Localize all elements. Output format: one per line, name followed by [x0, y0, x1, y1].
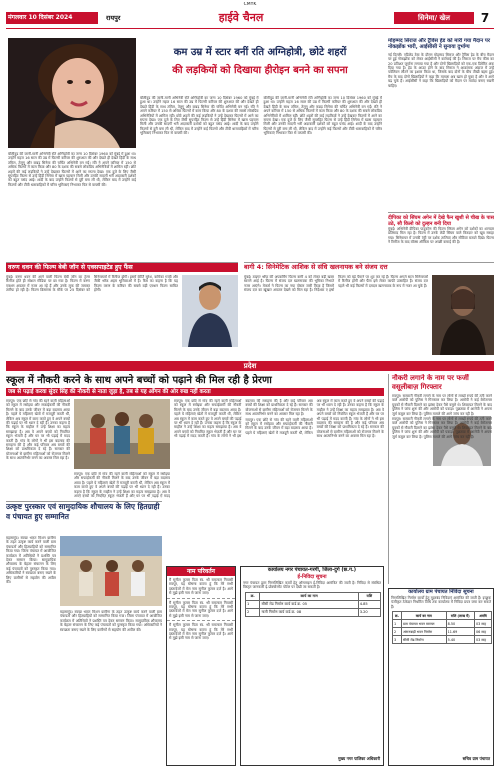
table-cell: 1: [393, 620, 402, 628]
lead-body-text-cont: बॉलीवुड की जानी-मानी अभिनेत्री रति अग्निहोत्री का जन्म 10 दिसंबर 1960 को मुंबई में हुआ था। उन्होंने महज 16 साल की उम्र में फिल्मी करियर की शुरुआत की और देखते ही देखते हिंदी के साथ तमिल, तेलुगु और कन्नड़ सिनेमा की चर्चित अभिनेत्री बन गईं। रति ने अपने करियर में 150 से अधिक फिल्मों में काम किया और 80 के दशक की सबसे लोकप्रिय अभिनेत्रियों में शामिल रहीं। छोटे शहरों की कई लड़कियों ने उन्हें देखकर फिल्मों में आने का सपना देखा। एक दूजे के लिए जैसी सुपरहिट फिल्म से उन्हें हिंदी सिनेमा में खास पहचान मिली और उनकी सादगी भरी अदाकारी दर्शकों को बहुत पसंद आई। शादी के बाद उन्होंने फिल्मों से दूरी बना ली थी, लेकिन बाद में उन्होंने कई फिल्मों और टीवी धारावाहिकों में चरित्र भूमिकाएं निभाकर फिर से वापसी की।: [263, 96, 382, 136]
siraj-body: नई दिल्ली। एडिलेड टेस्ट के दौरान मोहम्मद सिराज और ट्रैविस हेड के बीच मैदान पर हुई नोकझोंक को लेकर आईसीसी ने कार्रवाई की है। सिराज पर मैच फीस का 20 प्रतिशत जुर्माना लगाया गया है और दोनों खिलाड़ियों को एक-एक डिमेरिट अंक दिया गया है। हेड के आउट होने के बाद सिराज ने आक्रामक अंदाज में उन्हें पवेलियन लौटने का इशारा किया था, जिसके बाद दोनों के बीच तीखी बहस हुई। मैच के बाद दोनों खिलाड़ियों ने कहा कि मामला अब खत्म हो चुका है और वे आगे बढ़ चुके हैं। आईसीसी ने कहा कि खिलाड़ियों को मैदान पर मर्यादा बनाए रखनी चाहिए।: [388, 52, 494, 88]
table-cell: ग्राम पंचायत भवन मरम्मत: [401, 620, 446, 628]
table-cell: 4.85: [358, 600, 380, 608]
tender-col-header: कार्य का नाम: [260, 592, 358, 600]
award-ceremony-photo-icon: [60, 536, 162, 606]
notice-body-2: मैं सुनील कुमार पिता स्व. श्री रामलाल निवासी रायपुर, यह घोषणा करता हूं कि मेरे सभी दस्तावेजों में मेरा नाम सुनील कुमार दर्ज है। आगे से मुझे इसी नाम से जाना जाए।: [167, 598, 235, 621]
notice-body: मैं सुनील कुमार पिता स्व. श्री रामलाल निवासी रायपुर, यह घोषणा करता हूं कि मेरे सभी दस्तावेजों में मेरा नाम सुनील कुमार दर्ज है। आगे से मुझे इसी नाम से जाना जाए।: [169, 578, 233, 596]
pradesh-band: प्रदेश: [6, 361, 494, 371]
lead-headline-line2: की लड़कियों को दिखाया हीरोइन बनने का सपना: [172, 65, 348, 76]
table-cell: सीसी रोड निर्माण: [401, 636, 446, 644]
pradesh-body-right-1: रायपुर। एक छोटे से गांव की रहने वाली महिलाओं को स्कूल में रसोइया और सफाईकर्मी की नौकरी मिलने के बाद उनके जीवन में बड़ा बदलाव आया है। पहले ये महिलाएं खेतों में मजदूरी करती थीं, लेकिन अब स्कूल में काम करते हुए वे अपने बच्चों की पढ़ाई पर भी ध्यान दे रही हैं। उनका कहना है कि स्कूल के माहौल ने उन्हें शिक्षा का महत्व समझाया है। अब वे अपने बच्चों को नियमित स्कूल भेजती हैं और घर पर भी पढ़ाई में मदद करती हैं। गांव के लोगों ने भी इस बदलाव की सराहना की है और कई परिवार अब बच्चों की शिक्षा को प्राथमिकता दे रहे हैं। सरकार की योजनाओं से ग्रामीण महिलाओं को रोजगार मिलने के साथ आत्मनिर्भर बनने का अवसर मिल रहा है।: [174, 399, 313, 439]
table-cell: सीसी रोड निर्माण कार्य वार्ड क्र. 05: [260, 600, 358, 608]
table-cell: 5.40: [446, 636, 474, 644]
lead-photo-side-text: बॉलीवुड की जानी-मानी अभिनेत्री रति अग्निहोत्री का जन्म 10 दिसंबर 1960 को मुंबई में हुआ था। उन्होंने महज 16 साल की उम्र में फिल्मी करियर की शुरुआत की और देखते ही देखते हिंदी के साथ तमिल, तेलुगु और कन्नड़ सिनेमा की चर्चित अभिनेत्री बन गईं। रति ने अपने करियर में 150 से अधिक फिल्मों में काम किया और 80 के दशक की सबसे लोकप्रिय अभिनेत्रियों में शामिल रहीं। छोटे शहरों की कई लड़कियों ने उन्हें देखकर फिल्मों में आने का सपना देखा। एक दूजे के लिए जैसी सुपरहिट फिल्म से उन्हें हिंदी सिनेमा में खास पहचान मिली और उनकी सादगी भरी अदाकारी दर्शकों को बहुत पसंद आई। शादी के बाद उन्होंने फिल्मों से दूरी बना ली थी, लेकिन बाद में उन्होंने कई फिल्मों और टीवी धारावाहिकों में चरित्र भूमिकाएं निभाकर फिर से वापसी की।: [8, 152, 136, 187]
actress-portrait-icon: [8, 38, 136, 148]
tender-body: नगर पंचायत द्वारा निम्नलिखित कार्यों हेतु ऑनलाइन ई-निविदा आमंत्रित की जाती है। निविदा से संबंधित विस्तृत जानकारी ई-प्रोक्योरमेंट पोर्टल पर देखी जा सकती है।: [243, 581, 381, 590]
lead-headline: [140, 44, 380, 82]
notice-title: नाम परिवर्तन: [167, 567, 235, 576]
table-row: [246, 600, 381, 608]
tender2-col-header: अवधि: [474, 612, 491, 620]
baaghi-story: [244, 262, 494, 358]
table-cell: 1: [246, 600, 260, 608]
deepika-body: मुंबई। अभिनेत्री दीपिका पादुकोण की फिल्म सिंघम अगेन को दर्शकों का शानदार प्रतिसाद मिल रहा है। फिल्म में उनके लेडी सिंघम वाले किरदार को खूब सराहा गया। सिनेमाघर में उनकी एंट्री पर दर्शक तालियां और सीटियां बजाते दिखे। फिल्म ने रिलीज के बाद बॉक्स ऑफिस पर अच्छी कमाई की है।: [388, 227, 494, 245]
lead-body-text: बॉलीवुड की जानी-मानी अभिनेत्री रति अग्निहोत्री का जन्म 10 दिसंबर 1960 को मुंबई में हुआ था। उन्होंने महज 16 साल की उम्र में फिल्मी करियर की शुरुआत की और देखते ही देखते हिंदी के साथ तमिल, तेलुगु और कन्नड़ सिनेमा की चर्चित अभिनेत्री बन गईं। रति ने अपने करियर में 150 से अधिक फिल्मों में काम किया और 80 के दशक की सबसे लोकप्रिय अभिनेत्रियों में शामिल रहीं। छोटे शहरों की कई लड़कियों ने उन्हें देखकर फिल्मों में आने का सपना देखा। एक दूजे के लिए जैसी सुपरहिट फिल्म से उन्हें हिंदी सिनेमा में खास पहचान मिली और उनकी सादगी भरी अदाकारी दर्शकों को बहुत पसंद आई। शादी के बाद उन्होंने फिल्मों से दूरी बना ली थी, लेकिन बाद में उन्होंने कई फिल्मों और टीवी धारावाहिकों में चरित्र भूमिकाएं निभाकर फिर से वापसी की।: [140, 96, 259, 136]
table-cell: 11.69: [446, 628, 474, 636]
tender-subtitle: ई-निविदा सूचना: [297, 574, 327, 580]
lead-photo-caption: [8, 152, 136, 254]
baaghi-photo: [432, 275, 494, 355]
villain-photo-icon: [432, 275, 494, 355]
table-cell: 06 माह: [474, 628, 491, 636]
sidebar-story-deepika: [388, 212, 494, 258]
tender-notice: [240, 566, 384, 766]
tender2-title: कार्यालय ग्राम पंचायत निविदा सूचना: [408, 589, 474, 595]
date-line: मंगलवार 10 दिसंबर 2024: [6, 12, 98, 24]
table-cell: 2: [393, 628, 402, 636]
city-label: रायपुर: [106, 14, 121, 22]
award-body-2: महासमुंद। स्वच्छ भारत मिशन ग्रामीण के तहत उत्कृष्ट कार्य करने वाली ग्राम पंचायतों और हितग्राहियों को सम्मानित किया गया। जिला पंचायत में आयोजित कार्यक्रम में अतिथियों ने प्रशस्ति पत्र देकर सम्मान किया। सामुदायिक शौचालय के बेहतर संचालन के लिए कई पंचायतों को पुरस्कृत किया गया। अधिकारियों ने स्वच्छता बनाए रखने के लिए ग्रामीणों से सहयोग की अपील की।: [60, 610, 162, 632]
pradesh-body-right: [174, 399, 384, 498]
tender-title: कार्यालय नगर पंचायत-गरगी, जिला-दुर्ग (छ.ग.): [267, 567, 357, 573]
tender-signature: मुख्य नगर पालिका अधिकारी: [338, 756, 380, 761]
section-label: सिनेमा/ खेल: [394, 12, 474, 24]
fraud-headline: नौकरी लगाने के नाम पर फर्जी वसूलीबाज़ गिरफ्तार: [392, 374, 469, 391]
tender2-table: [392, 611, 492, 644]
tender-notice-2: [388, 588, 494, 766]
table-cell: 03 माह: [474, 620, 491, 628]
page-number: 7: [480, 11, 490, 25]
award-body: महासमुंद। स्वच्छ भारत मिशन ग्रामीण के तहत उत्कृष्ट कार्य करने वाली ग्राम पंचायतों और हितग्राहियों को सम्मानित किया गया। जिला पंचायत में आयोजित कार्यक्रम में अतिथियों ने प्रशस्ति पत्र देकर सम्मान किया। सामुदायिक शौचालय के बेहतर संचालन के लिए कई पंचायतों को पुरस्कृत किया गया। अधिकारियों ने स्वच्छता बनाए रखने के लिए ग्रामीणों से सहयोग की अपील की।: [6, 536, 56, 585]
table-row: [393, 628, 492, 636]
award-story: [6, 501, 162, 769]
tender2-col-header: राशि (लाख में): [446, 612, 474, 620]
women-group-photo-icon: [74, 399, 170, 469]
baaghi-headline: बागी 4: सिनेमेटिक आशिक से संधि खलनायक बने संजय दत्त: [244, 263, 388, 271]
lead-body: [140, 96, 382, 254]
pradesh-subhead: जब से पढ़ाई करवा सुंदर सिंह की नौकरी से नाता जुड़ा है, तब से यह आँगन की ओर रुख नहीं करता: [6, 388, 384, 396]
notice-body-3: मैं सुनील कुमार पिता स्व. श्री रामलाल निवासी रायपुर, यह घोषणा करता हूं कि मेरे सभी दस्तावेजों में मेरा नाम सुनील कुमार दर्ज है। आगे से मुझे इसी नाम से जाना जाए।: [167, 620, 235, 643]
table-cell: 2: [246, 608, 260, 616]
varun-headline: वरुण धवन की फिल्म बेबी जॉन से एक्सपाइटेड हुए फैंस: [6, 263, 238, 272]
table-cell: 3: [393, 636, 402, 644]
table-cell: नाली निर्माण कार्य वार्ड क्र. 08: [260, 608, 358, 616]
award-photo: [60, 536, 162, 606]
pradesh-body-left: रायपुर। एक छोटे से गांव की रहने वाली महिलाओं को स्कूल में रसोइया और सफाईकर्मी की नौकरी मिलने के बाद उनके जीवन में बड़ा बदलाव आया है। पहले ये महिलाएं खेतों में मजदूरी करती थीं, लेकिन अब स्कूल में काम करते हुए वे अपने बच्चों की पढ़ाई पर भी ध्यान दे रही हैं। उनका कहना है कि स्कूल के माहौल ने उन्हें शिक्षा का महत्व समझाया है। अब वे अपने बच्चों को नियमित स्कूल भेजती हैं और घर पर भी पढ़ाई में मदद करती हैं। गांव के लोगों ने भी इस बदलाव की सराहना की है और कई परिवार अब बच्चों की शिक्षा को प्राथमिकता दे रहे हैं। सरकार की योजनाओं से ग्रामीण महिलाओं को रोजगार मिलने के साथ आत्मनिर्भर बनने का अवसर मिल रहा है।: [6, 399, 70, 461]
baaghi-body: मुंबई। टाइगर श्रॉफ की अपकमिंग फिल्म बागी 4 को लेकर बड़ी खबर सामने आई है। फिल्म में संजय दत्त खलनायक की भूमिका निभाते नजर आएंगे। मेकर्स ने फिल्म का नया पोस्टर जारी किया है जिसमें संजय दत्त का खूंखार अवतार देखने को मिल रहा है। निर्देशक ए हर्षा फिल्म को बड़े पैमाने पर शूट कर रहे हैं। फिल्म अगले साल सिनेमाघरों में रिलीज होगी और फैंस इसे लेकर काफी उत्साहित हैं। संजय दत्त पहले भी कई फिल्मों में दमदार खलनायक के रूप में नजर आ चुके हैं।: [244, 275, 428, 293]
fraud-body-text-cont: रायपुर। सरकारी नौकरी लगाने के नाम पर लोगों से लाखों रुपये की ठगी करने वाले आरोपी को पुलिस ने गिरफ्तार कर लिया है। आरोपी ने कई बेरोजगार युवकों से नौकरी दिलाने का झांसा देकर पैसे वसूले थे। शिकायत मिलने के बाद पुलिस ने जांच शुरू की और आरोपी को पकड़ा। पूछताछ में आरोपी ने अपना जुर्म कबूल कर लिया है। पुलिस मामले की आगे जांच कर रही है।: [392, 417, 492, 439]
varun-photo: [182, 275, 238, 347]
tender2-signature: सचिव ग्राम पंचायत: [462, 756, 490, 761]
table-cell: 3.20: [358, 608, 380, 616]
masthead-title: हाईवे चैनल: [218, 11, 264, 24]
table-row: [393, 636, 492, 644]
pradesh-body-mid: रायपुर। एक छोटे से गांव की रहने वाली महिलाओं को स्कूल में रसोइया और सफाईकर्मी की नौकरी मिलने के बाद उनके जीवन में बड़ा बदलाव आया है। पहले ये महिलाएं खेतों में मजदूरी करती थीं, लेकिन अब स्कूल में काम करते हुए वे अपने बच्चों की पढ़ाई पर भी ध्यान दे रही हैं। उनका कहना है कि स्कूल के माहौल ने उन्हें शिक्षा का महत्व समझाया है। अब वे अपने बच्चों को नियमित स्कूल भेजती हैं और घर पर भी पढ़ाई में मदद: [74, 472, 170, 498]
deepika-headline: दीपिका को सिंघम अगेन में देखे फैन खुशी से चीख के पास उठे, सौ किलो को दुल्हन बनी दिया: [388, 215, 494, 227]
table-cell: 03 माह: [474, 636, 491, 644]
name-change-notice: [166, 566, 236, 766]
table-cell: आंगनबाड़ी भवन निर्माण: [401, 628, 446, 636]
varun-body: मुंबई। वरुण धवन की आने वाली फिल्म बेबी जॉन का ट्रेलर रिलीज होते ही सोशल मीडिया पर छा गया है। फिल्म में वरुण एक्शन अवतार में नजर आ रहे हैं और उनके लुक की जमकर तारीफ हो रही है। फिल्म क्रिसमस के मौके पर 25 दिसंबर को सिनेमाघरों में रिलीज होगी। इसमें कीर्ति सुरेश, वामिका गब्बी और जैकी श्रॉफ अहम भूमिकाओं में हैं। फैंस का कहना है कि यह फिल्म वरुण के करियर की सबसे बड़ी एक्शन फिल्म साबित होगी।: [6, 275, 178, 293]
fraud-body: [392, 394, 492, 584]
pradesh-headline: स्कूल में नौकरी करने के साथ अपने बच्चों को पढ़ाने की मिल रही है प्रेरणा: [6, 375, 272, 386]
varun-story: [6, 262, 238, 358]
award-headline: उत्कृष्ट पुरस्कार एवं सामुदायिक शौचालय के लिए हितग्राही व पंचायत हुए सम्मानित: [6, 502, 160, 521]
masthead-rule: [6, 28, 494, 29]
masthead-bar: [6, 9, 494, 27]
fraud-story: [388, 374, 494, 584]
tender2-col-header: क्र.: [393, 612, 402, 620]
tender-col-header: क्र.: [246, 592, 260, 600]
siraj-headline: मोहम्मद सिराज और ट्रैविस हेड को मारी गया मैदान पर नोकझोंक भारी, आईसीसी ने सुनाया दुर्भाग्य: [388, 38, 490, 51]
tender-table: [245, 592, 381, 617]
tender2-body: निम्नलिखित निर्माण कार्यों हेतु मुहरबंद निविदाएं आमंत्रित की जाती हैं। इच्छुक पंजीकृत ठेकेदार निर्धारित तिथि तक कार्यालय में निविदा प्रपत्र जमा कर सकते हैं।: [391, 596, 491, 609]
actor-photo-icon: [182, 275, 238, 347]
tender2-col-header: कार्य का नाम: [401, 612, 446, 620]
table-row: [393, 620, 492, 628]
pradesh-photo: [74, 399, 170, 469]
table-row: [246, 608, 381, 616]
lead-headline-line1: कम उम्र में स्टार बनीं रति अग्निहोत्री, छोटे शहरों: [173, 47, 347, 58]
tender-col-header: राशि: [358, 592, 380, 600]
table-cell: 8.50: [446, 620, 474, 628]
pradesh-body-right-2: रायपुर। एक छोटे से गांव की रहने वाली महिलाओं को स्कूल में रसोइया और सफाईकर्मी की नौकरी मिलने के बाद उनके जीवन में बड़ा बदलाव आया है। पहले ये महिलाएं खेतों में मजदूरी करती थीं, लेकिन अब स्कूल में काम करते हुए वे अपने बच्चों की पढ़ाई पर भी ध्यान दे रही हैं। उनका कहना है कि स्कूल के माहौल ने उन्हें शिक्षा का महत्व समझाया है। अब वे अपने बच्चों को नियमित स्कूल भेजती हैं और घर पर भी पढ़ाई में मदद करती हैं। गांव के लोगों ने भी इस बदलाव की सराहना की है और कई परिवार अब बच्चों की शिक्षा को प्राथमिकता दे रहे हैं। सरकार की योजनाओं से ग्रामीण महिलाओं को रोजगार मिलने के साथ आत्मनिर्भर बनने का अवसर मिल रहा है।: [245, 399, 384, 439]
lead-photo: [8, 38, 136, 148]
sidebar-story-siraj: [388, 38, 494, 208]
fraud-body-text: रायपुर। सरकारी नौकरी लगाने के नाम पर लोगों से लाखों रुपये की ठगी करने वाले आरोपी को पुलिस ने गिरफ्तार कर लिया है। आरोपी ने कई बेरोजगार युवकों से नौकरी दिलाने का झांसा देकर पैसे वसूले थे। शिकायत मिलने के बाद पुलिस ने जांच शुरू की और आरोपी को पकड़ा। पूछताछ में आरोपी ने अपना जुर्म कबूल कर लिया है। पुलिस मामले की आगे जांच कर रही है।: [392, 394, 492, 416]
pradesh-story: [6, 374, 384, 498]
cmyk-mark: CMYK: [243, 2, 257, 7]
